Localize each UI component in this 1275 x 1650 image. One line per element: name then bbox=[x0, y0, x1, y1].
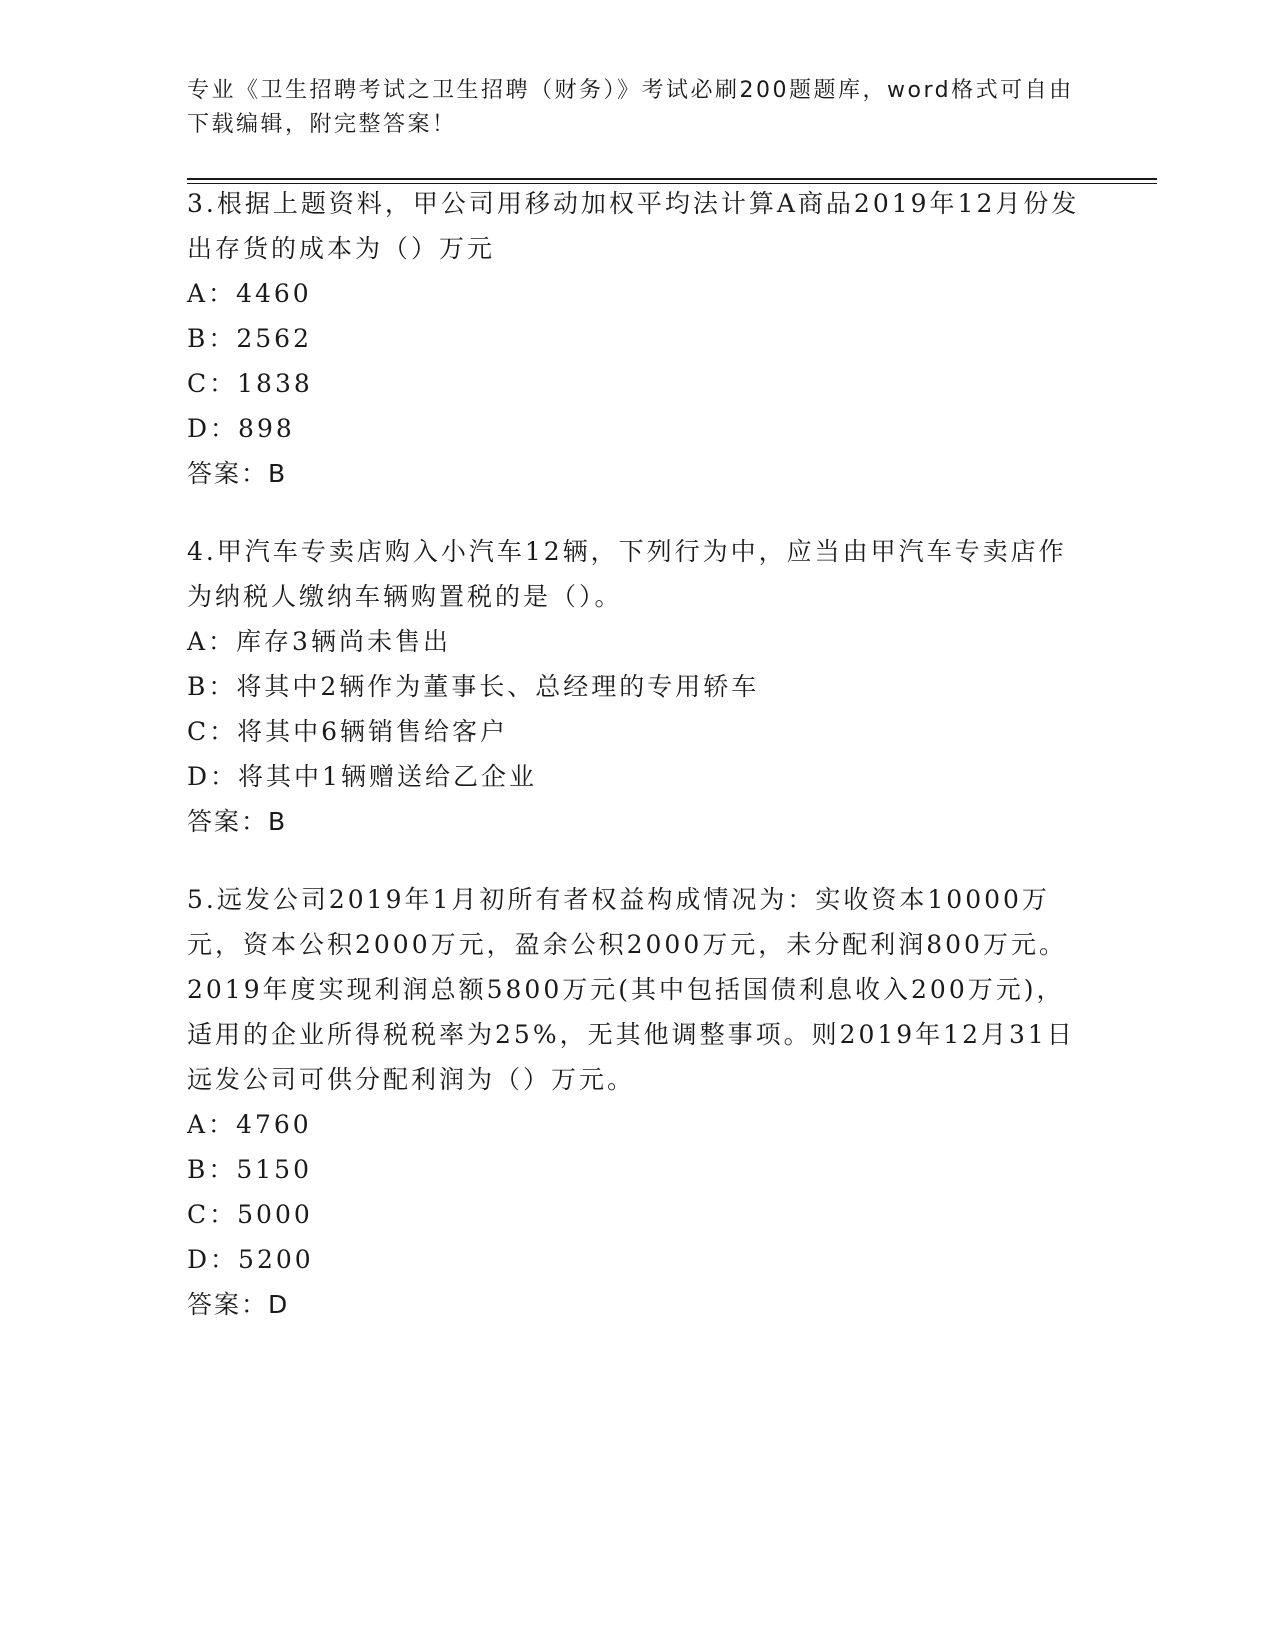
option-c: C：1838 bbox=[187, 369, 313, 398]
question-stem: 5.远发公司2019年1月初所有者权益构成情况为：实收资本10000万元，资本公积2000万元，盈余公积2000万元，未分配利润800万元。2019年度实现利润总额5800万元(其中包括国债利息收入200万元)，适用的企业所得税税率为25%，无其他调整事项。则2019年12月31日远发公司可供分配利润为（）万元。 bbox=[187, 885, 1075, 1094]
option-c: C：将其中6辆销售给客户 bbox=[187, 717, 509, 746]
question-3 bbox=[187, 181, 1087, 496]
question-5 bbox=[187, 877, 1087, 1327]
option-a: A：库存3辆尚未售出 bbox=[187, 627, 451, 656]
option-d: D：5200 bbox=[187, 1245, 314, 1274]
answer-line: 答案：B bbox=[187, 807, 288, 836]
question-stem: 4.甲汽车专卖店购入小汽车12辆，下列行为中，应当由甲汽车专卖店作为纳税人缴纳车辆购置税的是（）。 bbox=[187, 537, 1067, 611]
header-divider-thick bbox=[187, 178, 1157, 180]
option-c: C：5000 bbox=[187, 1200, 313, 1229]
option-b: B：5150 bbox=[187, 1155, 312, 1184]
document-header: 专业《卫生招聘考试之卫生招聘（财务）》考试必刷200题题库，word格式可自由下载编辑，附完整答案！ bbox=[187, 78, 1074, 137]
question-4 bbox=[187, 529, 1087, 844]
option-a: A：4760 bbox=[187, 1110, 312, 1139]
option-d: D：将其中1辆赠送给乙企业 bbox=[187, 762, 537, 791]
option-a: A：4460 bbox=[187, 279, 312, 308]
option-b: B：将其中2辆作为董事长、总经理的专用轿车 bbox=[187, 672, 760, 701]
answer-line: 答案：B bbox=[187, 459, 288, 488]
answer-line: 答案：D bbox=[187, 1290, 290, 1319]
option-b: B：2562 bbox=[187, 324, 312, 353]
question-stem: 3.根据上题资料，甲公司用移动加权平均法计算A商品2019年12月份发出存货的成本为（）万元 bbox=[187, 189, 1080, 263]
option-d: D：898 bbox=[187, 414, 295, 443]
